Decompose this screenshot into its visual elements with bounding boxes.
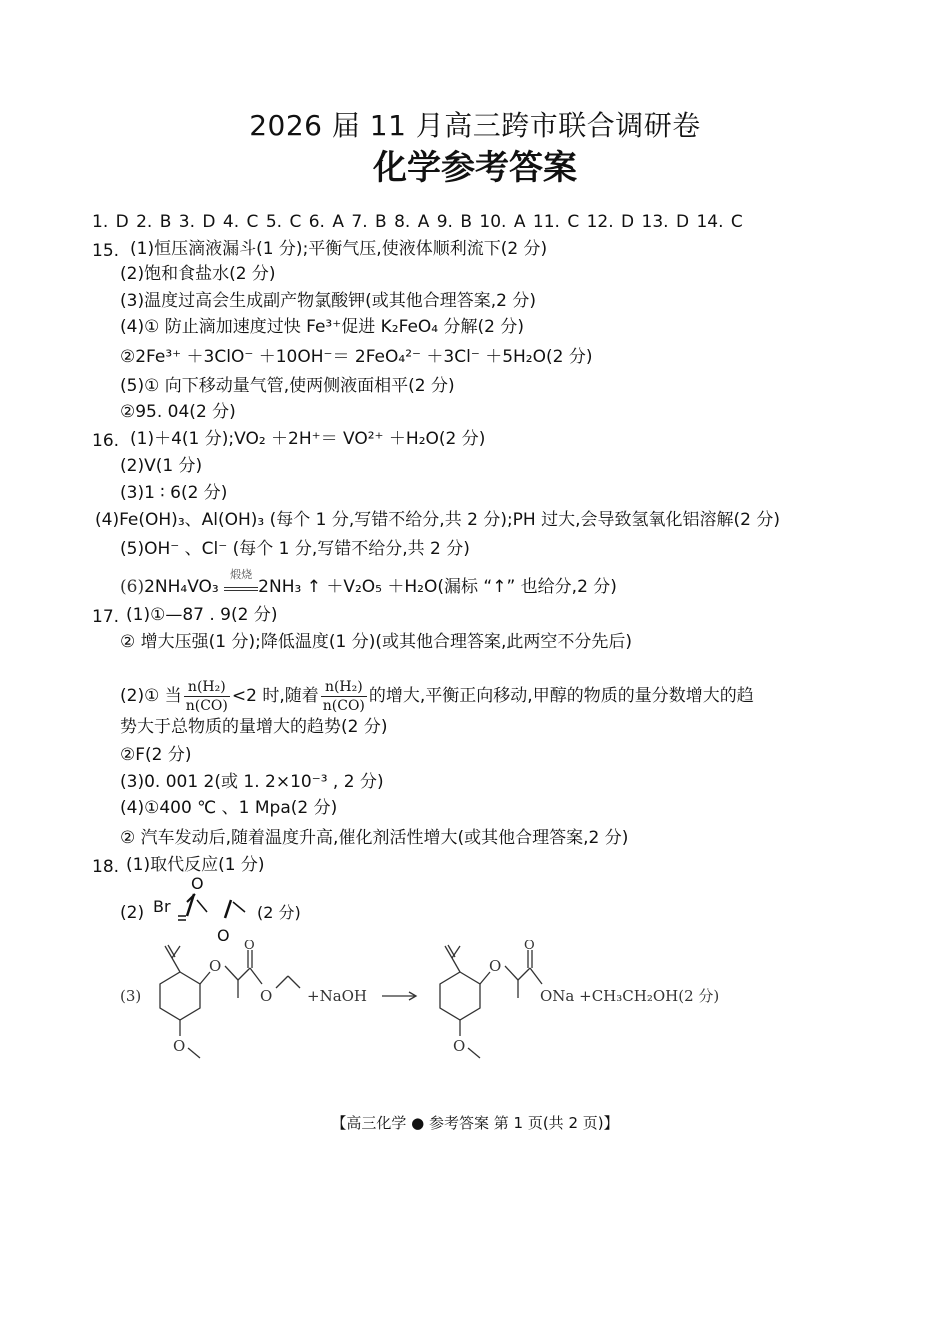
oxygen-ester: O [217, 926, 230, 945]
ratio-fraction-2 [321, 678, 367, 715]
q15-line6: (5)① 向下移动量气管,使两侧液面相平(2 分) [120, 376, 455, 396]
q17-line8: ② 汽车发动后,随着温度升高,催化剂活性增大(或其他合理答案,2 分) [120, 828, 629, 848]
ratio-fraction-1 [184, 678, 230, 715]
q18-structure-2 [145, 870, 325, 945]
ether-oxygen: O [209, 957, 222, 975]
bond [225, 966, 238, 980]
bond [276, 976, 288, 988]
oxygen-carbonyl: O [191, 874, 204, 893]
bond [445, 946, 452, 958]
q15-line2: (2)饱和食盐水(2 分) [120, 264, 276, 284]
q18-reaction-3 [110, 940, 800, 1060]
methoxy-oxygen: O [453, 1037, 466, 1055]
q15-line3: (3)温度过高会生成副产物氯酸钾(或其他合理答案,2 分) [120, 291, 536, 311]
q18-line2-label: (2) [120, 903, 145, 923]
reaction-condition [224, 568, 258, 600]
q16-line6-prefix: (6) [120, 577, 145, 597]
bond [238, 968, 250, 980]
equals-bar [224, 587, 258, 591]
bond [288, 976, 300, 988]
methoxy-oxygen: O [173, 1037, 186, 1055]
bond [468, 1048, 480, 1058]
q16-line6-rhs: 2NH₃ ↑ ＋V₂O₅ ＋H₂O(漏标 “↑” 也给分,2 分) [258, 577, 617, 597]
q16-line4: (4)Fe(OH)₃、Al(OH)₃ (每个 1 分,写错不给分,共 2 分);PH 过大,会导致氢氧化铝溶解(2 分) [95, 510, 781, 530]
title-line2: 化学参考答案 [373, 148, 577, 188]
bond [188, 1048, 200, 1058]
q16-number: 16. [92, 431, 120, 451]
bond [172, 958, 180, 972]
q17-line1: (1)①—87 . 9(2 分) [126, 605, 278, 625]
frac-denominator: n(CO) [322, 697, 365, 714]
q18-number: 18. [92, 857, 120, 877]
bond [518, 968, 530, 980]
carbonyl-oxygen: O [244, 940, 255, 953]
frac-numerator: n(H₂) [321, 678, 367, 697]
q17-line6: (3)0. 001 2(或 1. 2×10⁻³ , 2 分) [120, 772, 384, 792]
frac-denominator: n(CO) [185, 697, 228, 714]
bond [452, 958, 460, 972]
bond [505, 966, 518, 980]
q15-number: 15. [92, 241, 120, 261]
bond [452, 946, 460, 958]
q17-line3-c: 的增大,平衡正向移动,甲醇的物质的量分数增大的趋 [368, 686, 754, 706]
page-footer: 【高三化学 ● 参考答案 第 1 页(共 2 页)】 [331, 1114, 619, 1132]
q15-line4: (4)① 防止滴加速度过快 Fe³⁺促进 K₂FeO₄ 分解(2 分) [120, 317, 524, 337]
bond [197, 900, 207, 912]
bond [225, 900, 231, 918]
ether-oxygen: O [489, 957, 502, 975]
product-text: ONa +CH₃CH₂OH(2 分) [540, 987, 720, 1005]
q16-line5: (5)OH⁻ 、Cl⁻ (每个 1 分,写错不给分,共 2 分) [120, 539, 470, 559]
q16-line6-lhs: 2NH₄VO₃ [144, 577, 219, 597]
q17-line5: ②F(2 分) [120, 745, 192, 765]
frac-numerator: n(H₂) [184, 678, 230, 697]
carbonyl-oxygen: O [524, 940, 535, 953]
reagent-naoh: +NaOH [307, 987, 368, 1005]
multiple-choice-answers: 1. D 2. B 3. D 4. C 5. C 6. A 7. B 8. A 9. B 10. A 11. C 12. D 13. D 14. C [92, 212, 743, 232]
q16-line6 [120, 568, 617, 600]
bromine-atom: Br [153, 897, 171, 916]
q17-number: 17. [92, 607, 120, 627]
q17-line7: (4)①400 ℃ 、1 Mpa(2 分) [120, 798, 338, 818]
q16-line1: (1)＋4(1 分);VO₂ ＋2H⁺＝ VO²⁺ ＋H₂O(2 分) [130, 429, 486, 449]
condition-label: 煅烧 [230, 568, 253, 581]
q17-line3-b: <2 时,随着 [231, 686, 319, 706]
q17-line3 [120, 676, 754, 716]
benzene-ring [160, 972, 200, 1020]
bond [250, 968, 262, 984]
bond [165, 946, 172, 958]
bond [530, 968, 542, 984]
q17-line3-a: (2)① 当 [120, 686, 182, 706]
title-line1: 2026 届 11 月高三跨市联合调研卷 [249, 109, 701, 142]
q15-line1: (1)恒压滴液漏斗(1 分);平衡气压,使液体顺利流下(2 分) [130, 239, 548, 259]
benzene-ring [440, 972, 480, 1020]
bond [172, 946, 180, 958]
ester-oxygen: O [260, 987, 273, 1005]
q18-line2-score: (2 分) [257, 903, 301, 922]
q15-line7: ②95. 04(2 分) [120, 402, 236, 422]
q17-line4: 势大于总物质的量增大的趋势(2 分) [120, 717, 388, 737]
q16-line2: (2)V(1 分) [120, 456, 203, 476]
q18-line1: (1)取代反应(1 分) [126, 855, 265, 875]
q18-line3-label: (3) [120, 987, 142, 1005]
q17-line2: ② 增大压强(1 分);降低温度(1 分)(或其他合理答案,此两空不分先后) [120, 632, 633, 652]
q16-line3: (3)1 ∶ 6(2 分) [120, 483, 228, 503]
bond [233, 902, 245, 912]
q15-line5: ②2Fe³⁺ ＋3ClO⁻ ＋10OH⁻＝ 2FeO₄²⁻ ＋3Cl⁻ ＋5H₂O(2 分) [120, 347, 593, 367]
